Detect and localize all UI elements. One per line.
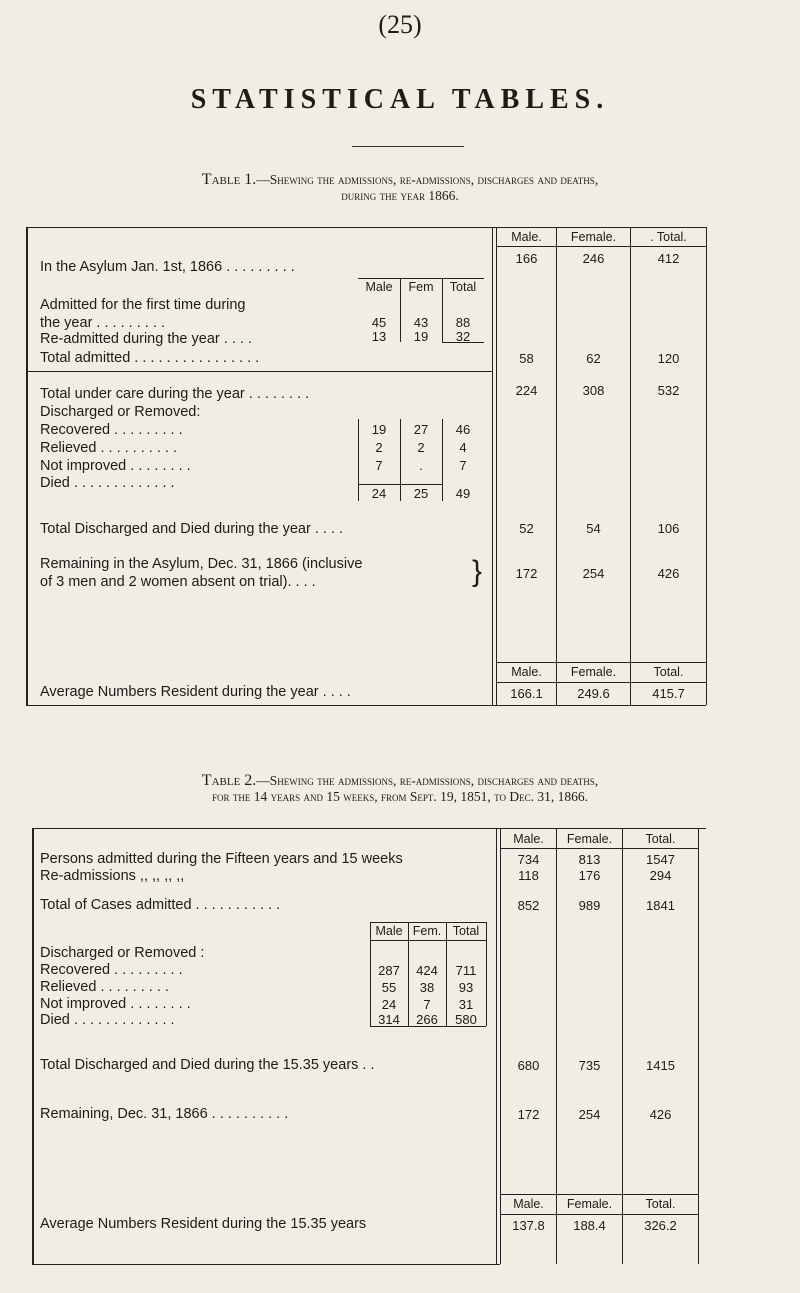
t1-header2-male: Male. — [511, 665, 542, 679]
page-title: STATISTICAL TABLES. — [190, 84, 610, 115]
t1-average-total: 415.7 — [652, 686, 685, 701]
t1-header2-total: Total. — [653, 665, 684, 679]
t2-top-border — [32, 828, 706, 829]
title-rule — [352, 146, 464, 147]
t2-header2-female: Female. — [566, 1197, 613, 1211]
t2-remaining-female: 254 — [578, 1107, 601, 1122]
t2-remaining-label: Remaining, Dec. 31, 1866 . . . . . . . . . . — [40, 1106, 289, 1122]
t1-recovered-total: 46 — [455, 422, 471, 437]
t2-relieved-total: 93 — [458, 980, 474, 995]
t1-header2-rule-bottom — [496, 682, 706, 683]
t1-total-admitted-female: 62 — [586, 351, 601, 366]
t1-total-admitted-total: 120 — [657, 351, 680, 366]
t2-header-male: Male. — [513, 832, 544, 846]
t1-not-improved-label: Not improved . . . . . . . . — [40, 458, 191, 474]
t1-admitted-first-total: 88 — [455, 315, 471, 330]
t1-died-male: 24 — [371, 486, 387, 501]
t1-died-label: Died . . . . . . . . . . . . . — [40, 475, 175, 491]
page-number: (25) — [378, 10, 422, 39]
t2-persons-admitted-male: 734 — [517, 852, 540, 867]
t2-died-female: 266 — [416, 1012, 438, 1027]
t1-readmitted-label: Re-admitted during the year . . . . — [40, 331, 252, 347]
t2-sub-header-male: Male — [375, 924, 403, 938]
t1-total-admitted-male: 58 — [519, 351, 534, 366]
t1-header-total: . Total. — [650, 230, 687, 244]
t2-recovered-total: 711 — [455, 963, 477, 978]
t1-total-discharged-total: 106 — [657, 521, 680, 536]
t1-in-asylum-total: 412 — [657, 251, 680, 266]
t2-died-label: Died . . . . . . . . . . . . . — [40, 1012, 175, 1028]
t1-bottom-border — [26, 705, 706, 706]
t2-header2-rule-bottom — [500, 1214, 698, 1215]
t1-header2-female: Female. — [570, 665, 617, 679]
t1-not-improved-total: 7 — [459, 458, 467, 473]
t2-not-improved-label: Not improved . . . . . . . . — [40, 996, 191, 1012]
t1-header-rule — [496, 246, 706, 247]
t2-total-discharged-label: Total Discharged and Died during the 15.35 years . . — [40, 1057, 375, 1073]
t2-total-cases-male: 852 — [517, 898, 540, 913]
t2-average-female: 188.4 — [573, 1218, 606, 1233]
t1-relieved-female: 2 — [417, 440, 425, 455]
t2-sub-top-rule — [370, 922, 486, 923]
t1-admitted-first-label-2: the year . . . . . . . . . — [40, 315, 165, 331]
t2-not-improved-female: 7 — [423, 997, 431, 1012]
t2-col-line-1 — [496, 828, 497, 1264]
t2-recovered-female: 424 — [416, 963, 438, 978]
t2-remaining-total: 426 — [649, 1107, 672, 1122]
t2-relieved-male: 55 — [381, 980, 397, 995]
table-1-caption-line2: during the year 1866. — [341, 188, 459, 203]
t2-recovered-male: 287 — [378, 963, 400, 978]
t2-relieved-label: Relieved . . . . . . . . . — [40, 979, 169, 995]
t2-average-label: Average Numbers Resident during the 15.35 years — [40, 1216, 367, 1232]
t2-died-total: 580 — [455, 1012, 477, 1027]
t1-sub-header-female: Fem — [408, 280, 434, 294]
t1-header2-rule-top — [496, 662, 706, 663]
t1-under-care-male: 224 — [515, 383, 538, 398]
t2-header-female: Female. — [566, 832, 613, 846]
table-2-caption-text: —Shewing the admissions, re-admissions, discharges and deaths, — [256, 773, 599, 788]
t1-sub2-rule — [358, 484, 442, 485]
t1-remaining-total: 426 — [657, 566, 680, 581]
t2-not-improved-male: 24 — [381, 997, 397, 1012]
t2-sub-col-3 — [486, 922, 487, 1026]
t1-remaining-male: 172 — [515, 566, 538, 581]
t1-sub-header-total: Total — [449, 280, 477, 294]
t1-total-discharged-male: 52 — [519, 521, 534, 536]
t2-sub-header-rule — [370, 940, 486, 941]
t2-average-male: 137.8 — [512, 1218, 545, 1233]
t2-total-discharged-total: 1415 — [646, 1058, 675, 1073]
t2-persons-admitted-total: 1547 — [646, 852, 675, 867]
t1-relieved-label: Relieved . . . . . . . . . . — [40, 440, 177, 456]
t2-persons-admitted-label: Persons admitted during the Fifteen years and 15 weeks — [40, 851, 403, 867]
t2-total-cases-total: 1841 — [646, 898, 675, 913]
t2-total-discharged-male: 680 — [517, 1058, 540, 1073]
t1-relieved-male: 2 — [375, 440, 383, 455]
t1-col-line-4 — [706, 227, 707, 705]
t1-col-line-2 — [556, 227, 557, 705]
t2-header-rule — [500, 848, 698, 849]
table-2-caption-line2: for the 14 years and 15 weeks, from Sept. 19, 1851, to Dec. 31, 1866. — [212, 789, 588, 804]
t1-remaining-female: 254 — [582, 566, 605, 581]
t1-discharged-heading: Discharged or Removed: — [40, 404, 201, 420]
t1-in-asylum-female: 246 — [582, 251, 605, 266]
t1-under-care-total: 532 — [657, 383, 680, 398]
t1-average-female: 249.6 — [577, 686, 610, 701]
t1-total-discharged-label: Total Discharged and Died during the year . . . . — [40, 521, 344, 537]
t1-admitted-first-male: 45 — [371, 315, 387, 330]
t1-admitted-first-label-1: Admitted for the first time during — [40, 297, 246, 313]
t1-recovered-male: 19 — [371, 422, 387, 437]
table-2-caption — [20, 773, 780, 805]
t1-under-care-female: 308 — [582, 383, 605, 398]
t1-total-admitted-label: Total admitted . . . . . . . . . . . . . . . . — [40, 350, 260, 366]
t2-sub-header-female: Fem. — [412, 924, 442, 938]
t2-persons-admitted-female: 813 — [578, 852, 601, 867]
t2-recovered-label: Recovered . . . . . . . . . — [40, 962, 183, 978]
t1-recovered-label: Recovered . . . . . . . . . — [40, 422, 183, 438]
t1-left-border — [26, 227, 28, 705]
table-2-label: Table 2. — [201, 772, 257, 789]
t1-in-asylum-label: In the Asylum Jan. 1st, 1866 . . . . . . . . . — [40, 259, 295, 275]
t2-header2-male: Male. — [513, 1197, 544, 1211]
t1-readmitted-female: 19 — [413, 329, 429, 344]
t2-remaining-male: 172 — [517, 1107, 540, 1122]
t1-relieved-total: 4 — [459, 440, 467, 455]
t1-in-asylum-male: 166 — [515, 251, 538, 266]
t2-left-border — [32, 828, 34, 1264]
t1-col-line-1b — [496, 227, 497, 705]
t2-header2-total: Total. — [645, 1197, 676, 1211]
t2-header2-rule-top — [500, 1194, 698, 1195]
t1-died-female: 25 — [413, 486, 429, 501]
table-1-caption — [20, 172, 780, 204]
t2-average-total: 326.2 — [644, 1218, 677, 1233]
t1-col-line-1 — [492, 227, 493, 705]
t2-col-line-4 — [698, 828, 699, 1264]
t1-remaining-brace: } — [472, 555, 483, 588]
t2-total-cases-label: Total of Cases admitted . . . . . . . . . . . — [40, 897, 281, 913]
t2-readmissions-label: Re-admissions ,, ,, ,, ,, — [40, 868, 185, 884]
table-1-label: Table 1. — [201, 171, 257, 188]
t2-readmissions-female: 176 — [578, 868, 601, 883]
t1-not-improved-male: 7 — [375, 458, 383, 473]
t1-average-male: 166.1 — [510, 686, 543, 701]
t2-header-total: Total. — [645, 832, 676, 846]
t2-total-discharged-female: 735 — [578, 1058, 601, 1073]
t1-remaining-label-1: Remaining in the Asylum, Dec. 31, 1866 (inclusive — [40, 556, 363, 572]
t1-total-discharged-female: 54 — [586, 521, 601, 536]
t2-discharged-heading: Discharged or Removed : — [40, 945, 205, 961]
t2-died-male: 314 — [378, 1012, 400, 1027]
t2-total-cases-female: 989 — [578, 898, 601, 913]
t1-top-border — [26, 227, 706, 228]
t1-sub1-top-rule — [358, 278, 484, 279]
t2-readmissions-male: 118 — [518, 868, 539, 883]
t1-divider — [26, 371, 492, 372]
t1-average-label: Average Numbers Resident during the year . . . . — [40, 684, 351, 700]
table-1-caption-text: —Shewing the admissions, re-admissions, discharges and deaths, — [256, 172, 599, 187]
t2-sub-header-total: Total — [452, 924, 480, 938]
t1-header-female: Female. — [570, 230, 617, 244]
t1-recovered-female: 27 — [413, 422, 429, 437]
t1-under-care-label: Total under care during the year . . . . . . . . — [40, 386, 310, 402]
t1-not-improved-female: . — [419, 458, 423, 473]
t2-not-improved-total: 31 — [458, 997, 474, 1012]
t1-died-total: 49 — [455, 486, 471, 501]
t2-readmissions-total: 294 — [649, 868, 672, 883]
t2-relieved-female: 38 — [419, 980, 435, 995]
t1-col-line-3 — [630, 227, 631, 705]
t1-remaining-label-2: of 3 men and 2 women absent on trial). . . . — [40, 574, 316, 590]
t1-sub-header-male: Male — [365, 280, 393, 294]
t1-readmitted-male: 13 — [371, 329, 387, 344]
t1-header-male: Male. — [511, 230, 542, 244]
t1-admitted-first-female: 43 — [413, 315, 429, 330]
t1-readmitted-total: 32 — [455, 329, 471, 344]
t2-bottom-border — [32, 1264, 500, 1265]
